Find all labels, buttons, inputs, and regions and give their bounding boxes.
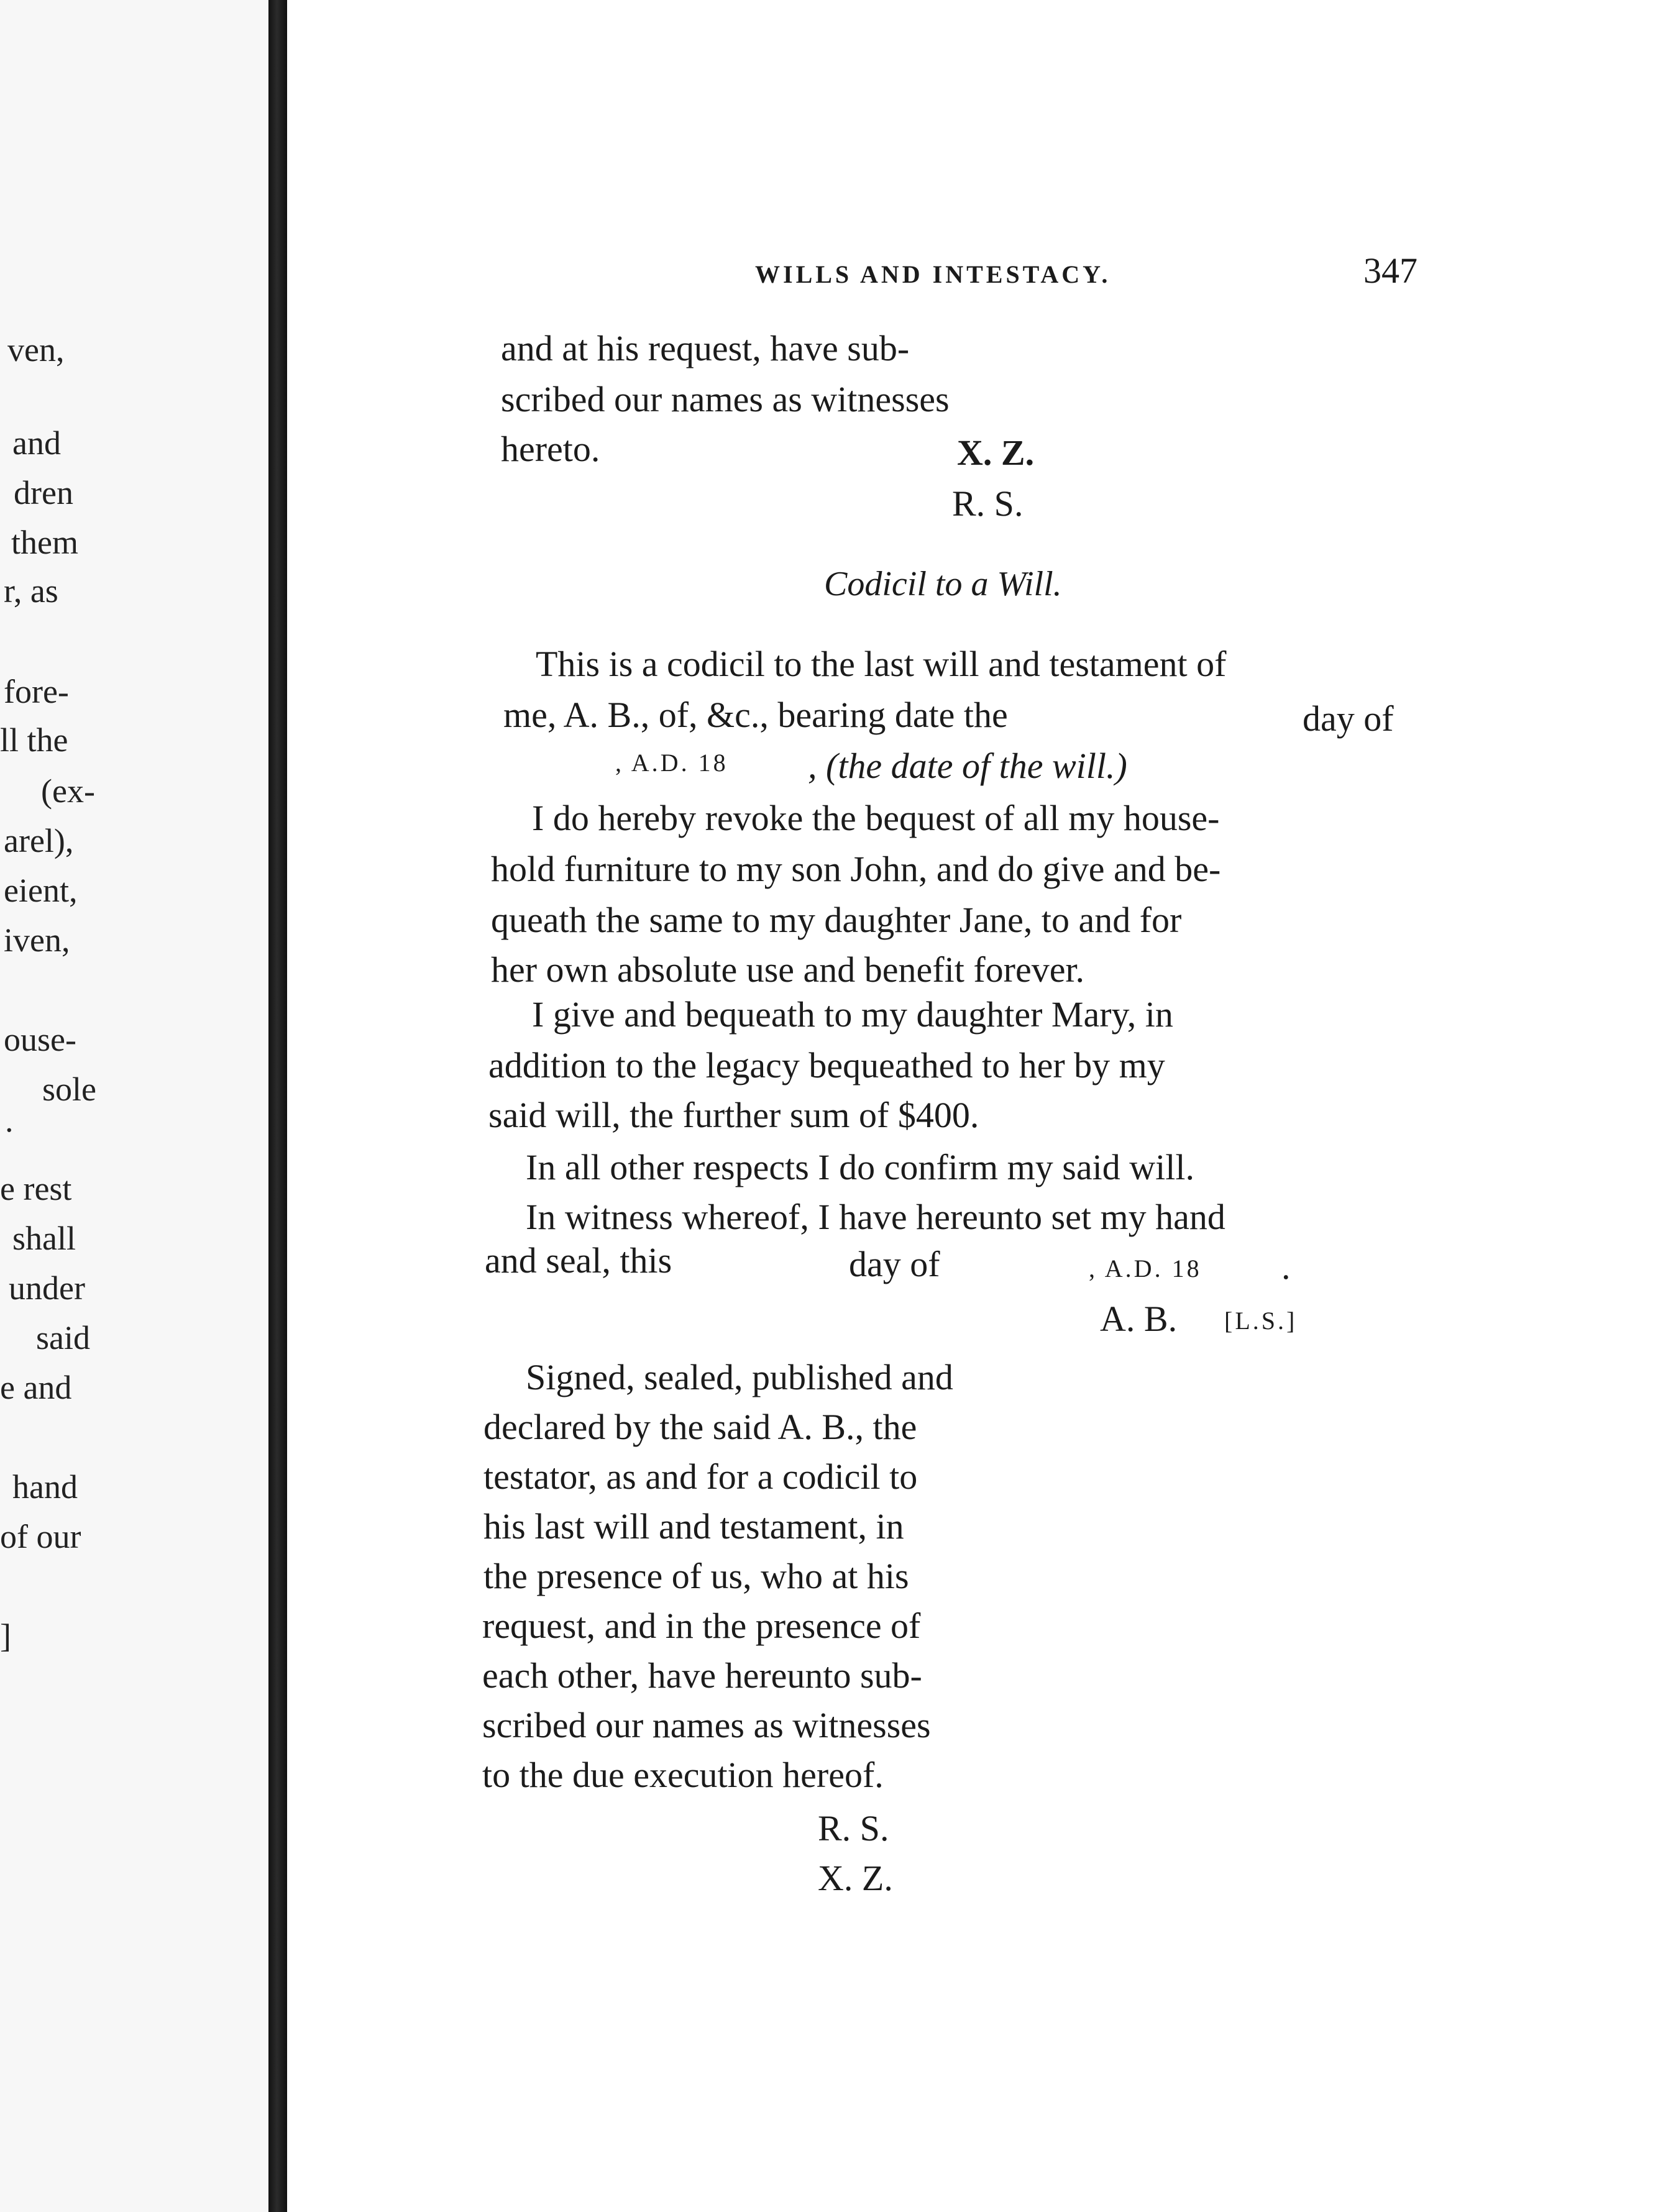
testator-signature: A. B. bbox=[1100, 1299, 1178, 1339]
witness-signature: R. S. bbox=[818, 1808, 889, 1849]
left-fragment: (ex- bbox=[41, 772, 95, 810]
left-fragment: shall bbox=[12, 1220, 76, 1257]
text-line: queath the same to my daughter Jane, to and for bbox=[491, 900, 1182, 940]
text-line: to the due execution hereof. bbox=[482, 1755, 884, 1795]
left-fragment: under bbox=[9, 1269, 85, 1307]
text-line: request, and in the presence of bbox=[482, 1606, 921, 1646]
text-line: day of bbox=[849, 1244, 940, 1284]
section-heading: Codicil to a Will. bbox=[824, 565, 1062, 603]
date-placeholder: , A.D. 18 bbox=[615, 749, 728, 777]
text-line: hold furniture to my son John, and do give and be- bbox=[491, 849, 1221, 889]
running-head: WILLS AND INTESTACY. bbox=[755, 260, 1111, 288]
text-line: scribed our names as witnesses bbox=[501, 379, 950, 419]
text-line: , (the date of the will.) bbox=[808, 746, 1127, 786]
text-line: scribed our names as witnesses bbox=[482, 1705, 931, 1745]
text-line: I give and bequeath to my daughter Mary, in bbox=[532, 994, 1173, 1035]
left-fragment: e and bbox=[0, 1369, 72, 1406]
text-line: I do hereby revoke the bequest of all my house- bbox=[532, 798, 1220, 838]
text-line: declared by the said A. B., the bbox=[483, 1407, 917, 1447]
left-fragment: . bbox=[5, 1102, 14, 1139]
left-fragment: ll the bbox=[0, 721, 68, 759]
left-fragment: r, as bbox=[4, 572, 58, 610]
left-fragment: ] bbox=[0, 1617, 11, 1655]
left-fragment: eient, bbox=[4, 872, 78, 909]
date-placeholder: , A.D. 18 bbox=[1089, 1255, 1202, 1282]
left-fragment: them bbox=[11, 524, 78, 561]
left-fragment: hand bbox=[12, 1468, 78, 1506]
left-fragment: ven, bbox=[7, 331, 65, 368]
text-line: his last will and testament, in bbox=[483, 1506, 904, 1547]
left-fragment: sole bbox=[42, 1071, 96, 1108]
witness-signature: X. Z. bbox=[818, 1858, 893, 1898]
text-line: me, A. B., of, &c., bearing date the bbox=[503, 695, 1008, 735]
text-line: hereto. bbox=[501, 429, 600, 469]
text-line: and seal, this bbox=[485, 1240, 672, 1281]
left-fragment: and bbox=[12, 424, 61, 462]
witness-signature: R. S. bbox=[952, 483, 1024, 524]
left-fragment: said bbox=[36, 1319, 90, 1356]
text-line: . bbox=[1281, 1246, 1291, 1287]
left-fragment: fore- bbox=[4, 673, 69, 710]
left-fragment: dren bbox=[14, 474, 73, 511]
text-line: her own absolute use and benefit forever. bbox=[491, 949, 1085, 990]
text-line: In all other respects I do confirm my said will. bbox=[526, 1147, 1194, 1187]
seal-mark: [L.S.] bbox=[1224, 1307, 1298, 1335]
text-line: said will, the further sum of $400. bbox=[488, 1095, 979, 1135]
left-fragment: of our bbox=[0, 1518, 81, 1555]
page-number: 347 bbox=[1363, 250, 1418, 291]
text-line: addition to the legacy bequeathed to her by my bbox=[488, 1045, 1165, 1085]
text-line: the presence of us, who at his bbox=[483, 1556, 909, 1596]
text-line: Signed, sealed, published and bbox=[526, 1357, 953, 1397]
left-fragment: ouse- bbox=[4, 1021, 76, 1058]
text-line: and at his request, have sub- bbox=[501, 328, 910, 368]
book-spine bbox=[268, 0, 287, 2212]
left-fragment: e rest bbox=[0, 1170, 72, 1207]
left-fragment: iven, bbox=[4, 921, 70, 959]
left-fragment: arel), bbox=[4, 822, 74, 859]
witness-signature: X. Z. bbox=[957, 432, 1035, 473]
left-page bbox=[0, 0, 270, 2212]
text-line: day of bbox=[1303, 698, 1394, 739]
text-line: In witness whereof, I have hereunto set my hand bbox=[526, 1197, 1225, 1237]
text-line: each other, have hereunto sub- bbox=[482, 1655, 922, 1696]
text-line: This is a codicil to the last will and testament of bbox=[536, 644, 1227, 684]
text-line: testator, as and for a codicil to bbox=[483, 1456, 918, 1497]
